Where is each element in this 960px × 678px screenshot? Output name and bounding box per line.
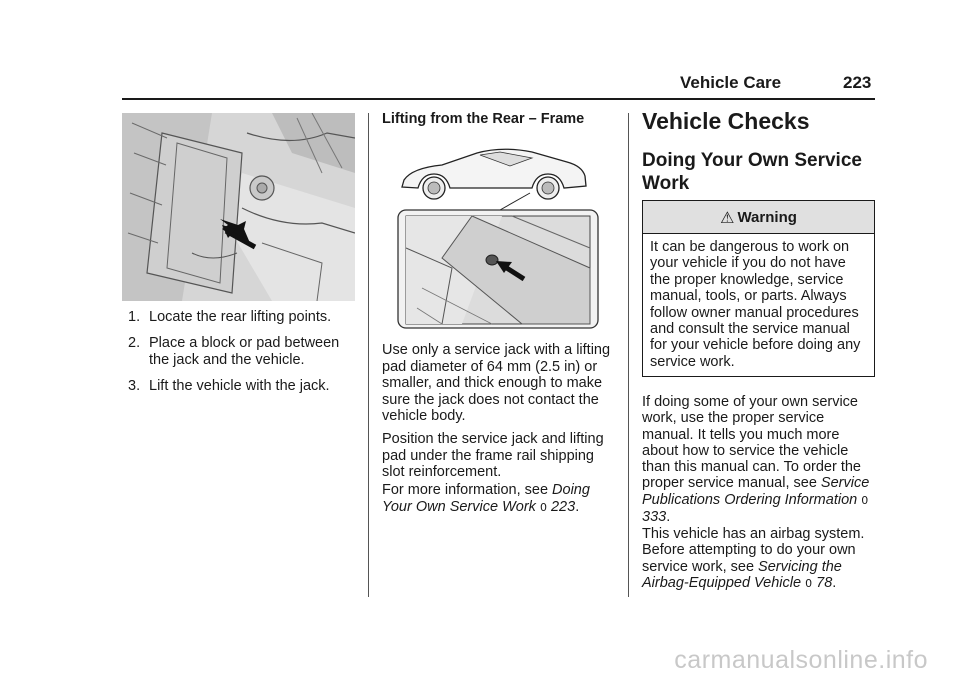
- xref-link-airbag-servicing[interactable]: Servicing the Airbag-Equipped Vehicle: [642, 558, 842, 591]
- step-number: 3.: [128, 378, 141, 394]
- page-ref-symbol: 0: [805, 576, 813, 590]
- step-number: 2.: [128, 335, 141, 351]
- subheading-lifting-rear-frame: Lifting from the Rear – Frame: [382, 111, 585, 127]
- warning-body-text: It can be dangerous to work on your vehicle if you do not have the proper knowledge, service manual, tools, or parts. Always follow owner manual procedures and consult the service manual for your vehicle before doing any service work.: [650, 239, 861, 370]
- warning-title: Warning: [737, 208, 797, 226]
- step-text: Place a block or pad between the jack and the vehicle.: [149, 335, 340, 368]
- section-heading-vehicle-checks: Vehicle Checks: [642, 108, 810, 134]
- column-divider-2: [628, 113, 629, 597]
- sentence-period: .: [575, 498, 580, 515]
- xref-link-doing-service-work[interactable]: Doing Your Own Service Work: [382, 482, 590, 515]
- warning-title-bar: [643, 201, 874, 234]
- xref-page-number[interactable]: 333: [642, 509, 667, 526]
- sentence-period: .: [832, 574, 837, 591]
- watermark: carmanualsonline.info: [674, 646, 928, 674]
- airbag-paragraph: [642, 526, 874, 592]
- jack-position-paragraph: Position the service jack and lifting pad under the frame rail shipping slot reinforcement.: [382, 431, 604, 480]
- header-rule: [122, 98, 875, 100]
- jack-requirement-paragraph: Use only a service jack with a lifting pad diameter of 64 mm (2.5 in) or smaller, and thick enough to make sure the jack does not contact the vehicle body.: [382, 342, 611, 424]
- rear-lifting-point-illustration: [122, 113, 355, 301]
- more-info-prefix: For more information, see: [382, 482, 553, 498]
- warning-triangle-icon: ⚠: [720, 207, 735, 227]
- more-info-paragraph: [382, 482, 614, 516]
- warning-box: [642, 200, 875, 377]
- running-header-section: Vehicle Care: [680, 73, 782, 92]
- xref-page-number[interactable]: 223: [550, 498, 576, 515]
- sentence-period: .: [666, 509, 671, 526]
- xref-link-service-publications[interactable]: Service Publications Ordering Information: [642, 475, 870, 508]
- step-text: Locate the rear lifting points.: [149, 309, 332, 325]
- service-manual-paragraph: [642, 394, 874, 525]
- step-item: [128, 378, 353, 395]
- airbag-text: This vehicle has an airbag system. Before attempting to do your own service work, see: [642, 526, 865, 575]
- step-item: [128, 309, 353, 326]
- service-manual-text: If doing some of your own service work, use the proper service manual. It tells you much more about how to service the vehicle than this manual can. To order the proper service manual, see: [642, 394, 861, 492]
- step-item: [128, 335, 353, 369]
- step-number: 1.: [128, 309, 141, 325]
- page-number: 223: [843, 73, 872, 92]
- column-divider-1: [368, 113, 369, 597]
- page-ref-symbol: 0: [539, 500, 547, 514]
- xref-page-number[interactable]: 78: [816, 574, 833, 591]
- procedure-steps: [128, 309, 353, 404]
- step-text: Lift the vehicle with the jack.: [149, 378, 330, 394]
- subsection-heading-doing-service-work: Doing Your Own Service Work: [642, 150, 862, 194]
- rear-frame-lift-illustration: [382, 138, 602, 330]
- page-ref-symbol: 0: [861, 493, 869, 507]
